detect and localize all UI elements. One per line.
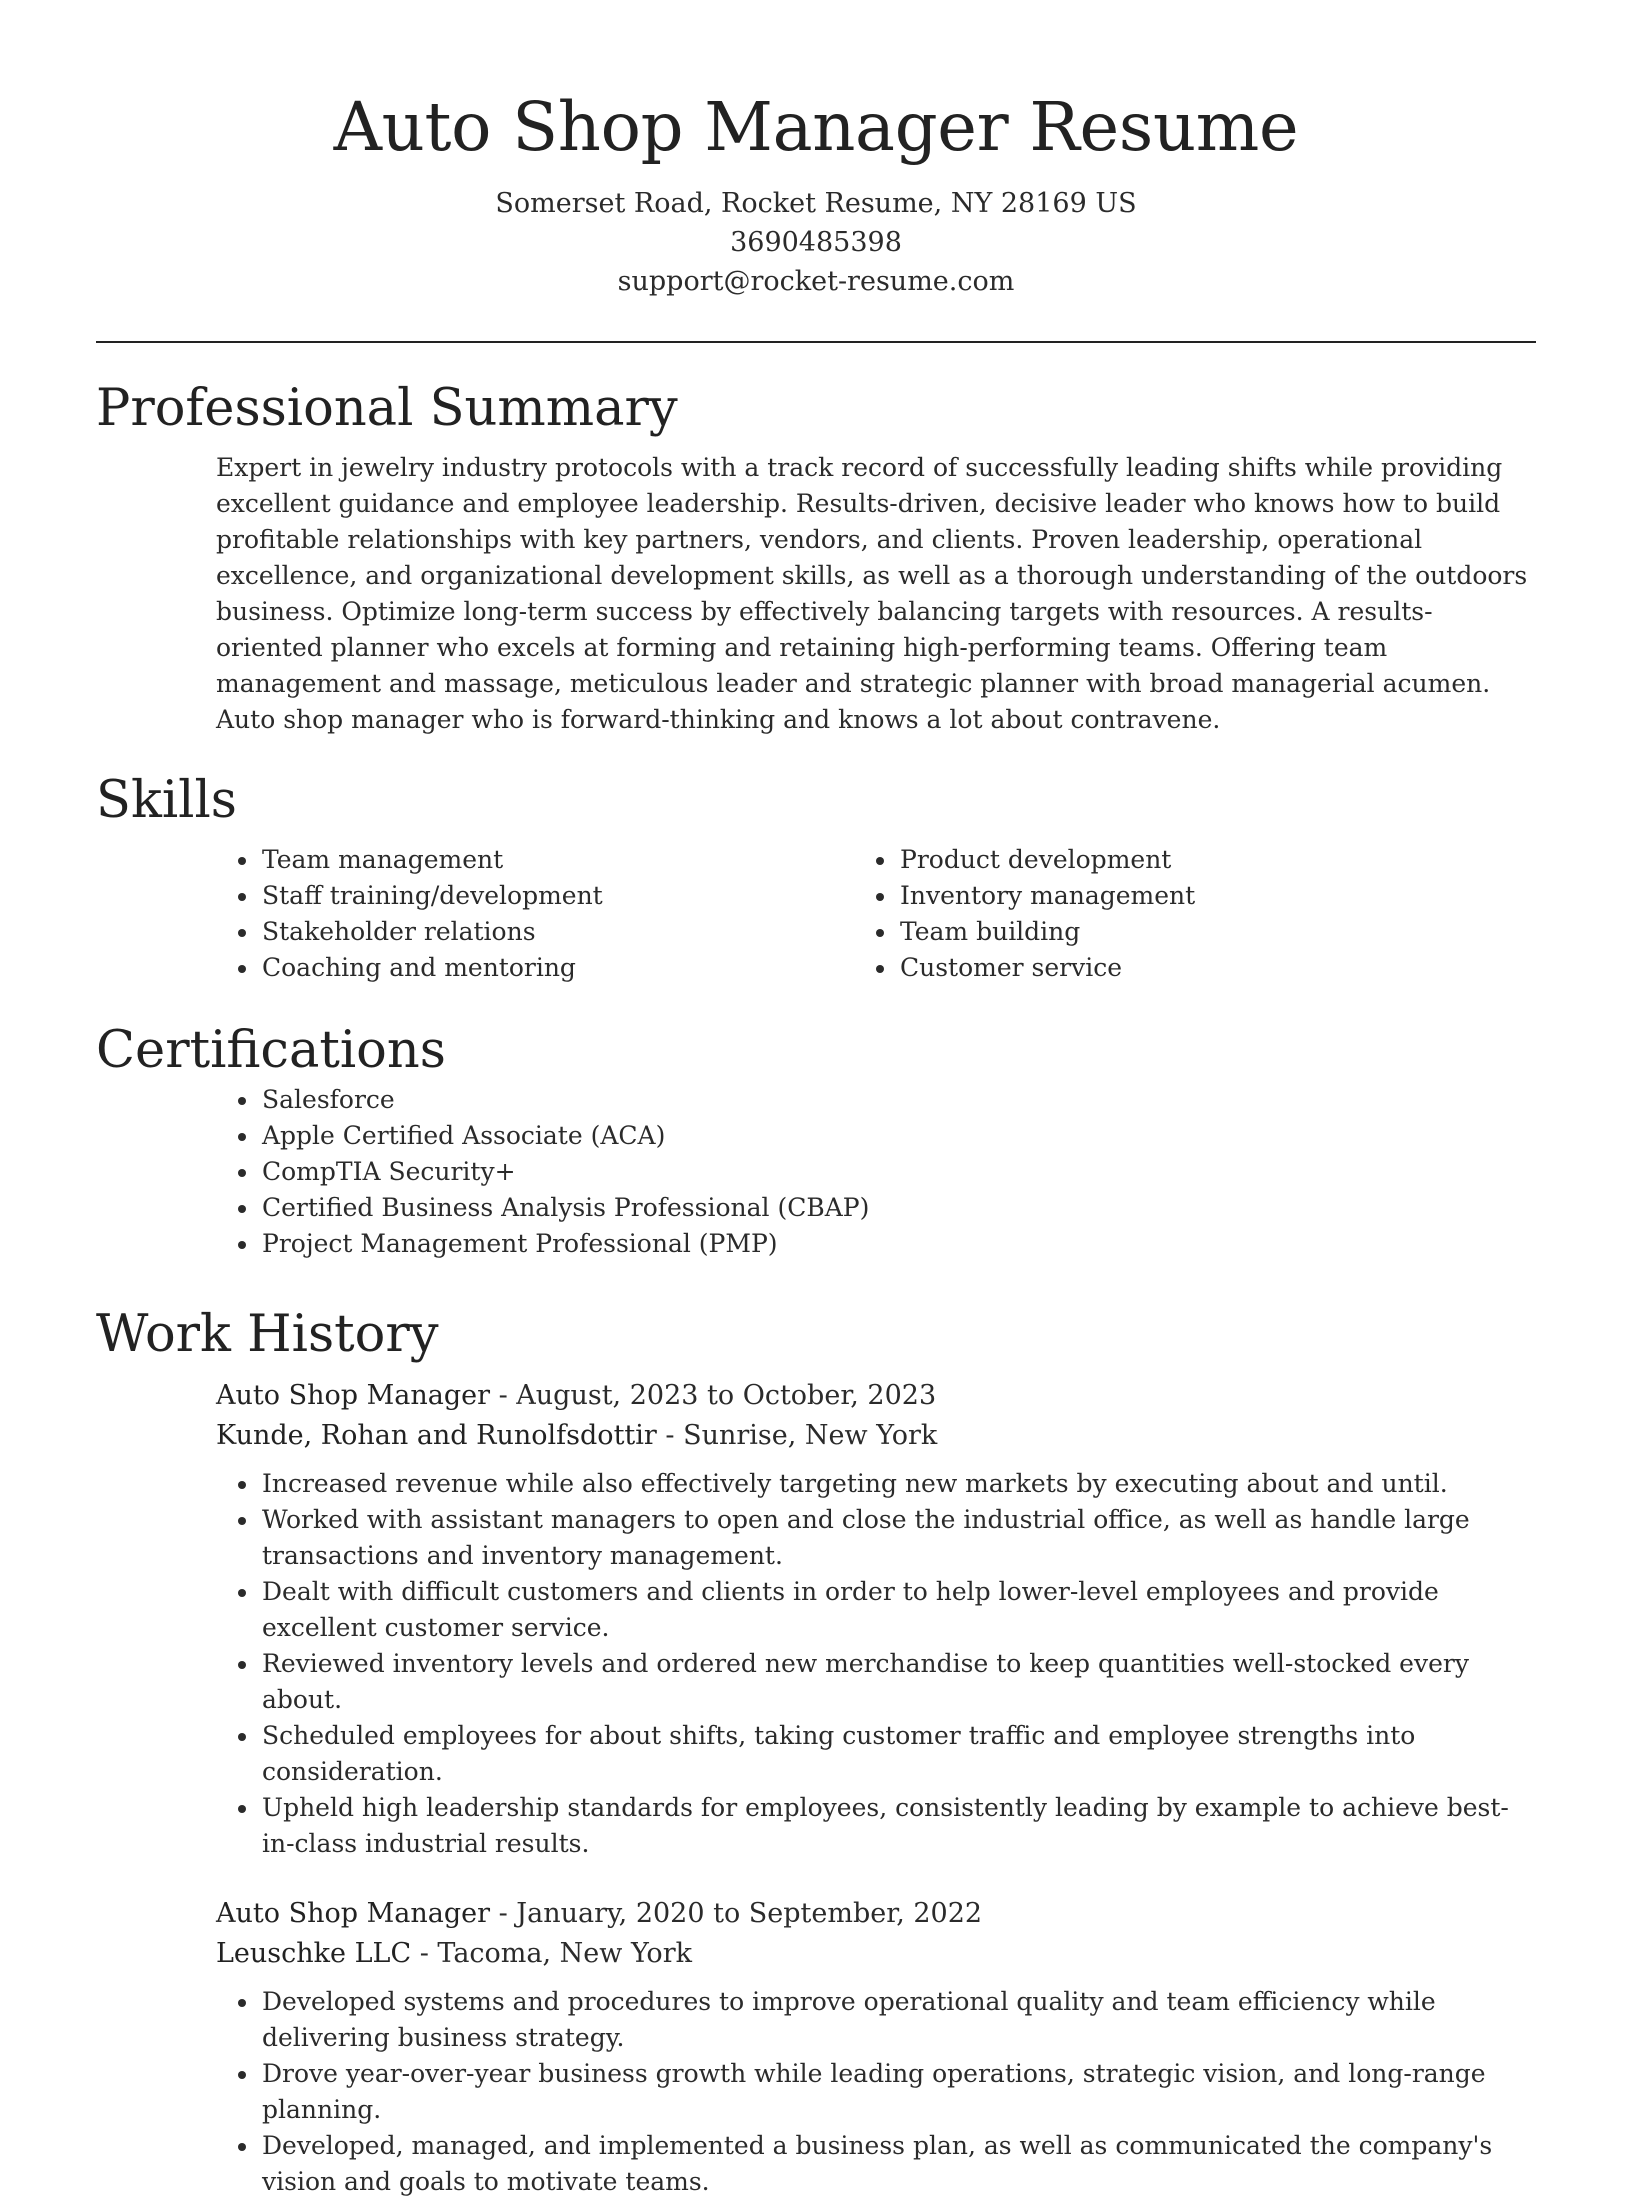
work-history-section (96, 1304, 1536, 2200)
job-title-line: Auto Shop Manager - January, 2020 to September, 2022 (216, 1898, 983, 1929)
job-company: Leuschke LLC (216, 1938, 412, 1969)
job-bullet: • Reviewed inventory levels and ordered new merchandise to keep quantities well-stocked every about. (260, 1646, 1536, 1718)
certifications-heading: Certifications (96, 1021, 446, 1080)
header-divider (96, 341, 1536, 343)
resume-title: Auto Shop Manager Resume (333, 88, 1299, 166)
job-bullet: • Dealt with difficult customers and clients in order to help lower-level employees and provide excellent customer service. (260, 1574, 1536, 1646)
contact-phone: 3690485398 (730, 227, 902, 258)
job-bullets (216, 1466, 1536, 1862)
job-bullets (216, 1984, 1536, 2200)
work-history-heading: Work History (96, 1305, 439, 1364)
job-location: Sunrise, New York (683, 1420, 938, 1451)
job-company-line: Kunde, Rohan and Runolfsdottir - Sunrise, New York (216, 1420, 938, 1451)
job-entry (216, 1894, 1536, 2200)
job-bullet: • Drove year-over-year business growth while leading operations, strategic vision, and long-range planning. (260, 2056, 1536, 2128)
contact-email: support@rocket-resume.com (617, 266, 1015, 297)
skill-item: • Product development (898, 842, 1536, 878)
skill-item: • Team management (260, 842, 898, 878)
certifications-section (96, 1020, 1536, 1262)
job-bullet: • Worked with assistant managers to open and close the industrial office, as well as handle large transactions and inventory management. (260, 1502, 1536, 1574)
summary-text: Expert in jewelry industry protocols with a track record of successfully leading shifts while providing excellent guidance and employee leadership. Results-driven, decisive leader who knows how to build profitable relationships with key partners, vendors, and clients. Proven leadership, operational excellence, and organizational development skills, as well as a thorough understanding of the outdoors business. Optimize long-term success by effectively balancing targets with resources. A results-oriented planner who excels at forming and retaining high-performing teams. Offering team management and massage, meticulous leader and strategic planner with broad managerial acumen. Auto shop manager who is forward-thinking and knows a lot about contravene. (216, 453, 1528, 734)
job-bullet: • Upheld high leadership standards for employees, consistently leading by example to achieve best-in-class industrial results. (260, 1790, 1536, 1862)
job-location: Tacoma, New York (437, 1938, 692, 1969)
job-company-line: Leuschke LLC - Tacoma, New York (216, 1938, 692, 1969)
skills-list-left (96, 842, 898, 986)
certifications-list (96, 1082, 1536, 1262)
job-bullet: • Increased revenue while also effectively targeting new markets by executing about and until. (260, 1466, 1536, 1502)
skill-item: • Coaching and mentoring (260, 950, 898, 986)
job-title-line: Auto Shop Manager - August, 2023 to October, 2023 (216, 1380, 937, 1411)
contact-info (0, 184, 1632, 301)
skill-item: • Stakeholder relations (260, 914, 898, 950)
skills-heading: Skills (96, 771, 237, 830)
summary-heading: Professional Summary (96, 379, 678, 438)
skill-item: • Team building (898, 914, 1536, 950)
job-dates: January, 2020 to September, 2022 (516, 1898, 983, 1929)
skill-item: • Inventory management (898, 878, 1536, 914)
skills-section (96, 770, 1536, 986)
job-title: Auto Shop Manager (216, 1380, 490, 1411)
summary-section (96, 378, 1536, 738)
certification-item: • Salesforce (260, 1082, 1536, 1118)
job-entry (216, 1376, 1536, 1862)
job-bullet: • Developed, managed, and implemented a business plan, as well as communicated the company's vision and goals to motivate teams. (260, 2128, 1536, 2200)
skill-item: • Customer service (898, 950, 1536, 986)
contact-address: Somerset Road, Rocket Resume, NY 28169 US (495, 188, 1137, 219)
job-bullet: • Developed systems and procedures to improve operational quality and team efficiency while delivering business strategy. (260, 1984, 1536, 2056)
skills-grid (96, 842, 1536, 986)
skills-list-right (898, 842, 1536, 986)
job-bullet: • Scheduled employees for about shifts, taking customer traffic and employee strengths into consideration. (260, 1718, 1536, 1790)
certification-item: • CompTIA Security+ (260, 1154, 1536, 1190)
job-dates: August, 2023 to October, 2023 (516, 1380, 937, 1411)
certification-item: • Apple Certified Associate (ACA) (260, 1118, 1536, 1154)
job-title: Auto Shop Manager (216, 1898, 490, 1929)
certification-item: • Project Management Professional (PMP) (260, 1226, 1536, 1262)
resume-header (0, 0, 1632, 301)
certification-item: • Certified Business Analysis Professional (CBAP) (260, 1190, 1536, 1226)
skill-item: • Staff training/development (260, 878, 898, 914)
job-company: Kunde, Rohan and Runolfsdottir (216, 1420, 657, 1451)
